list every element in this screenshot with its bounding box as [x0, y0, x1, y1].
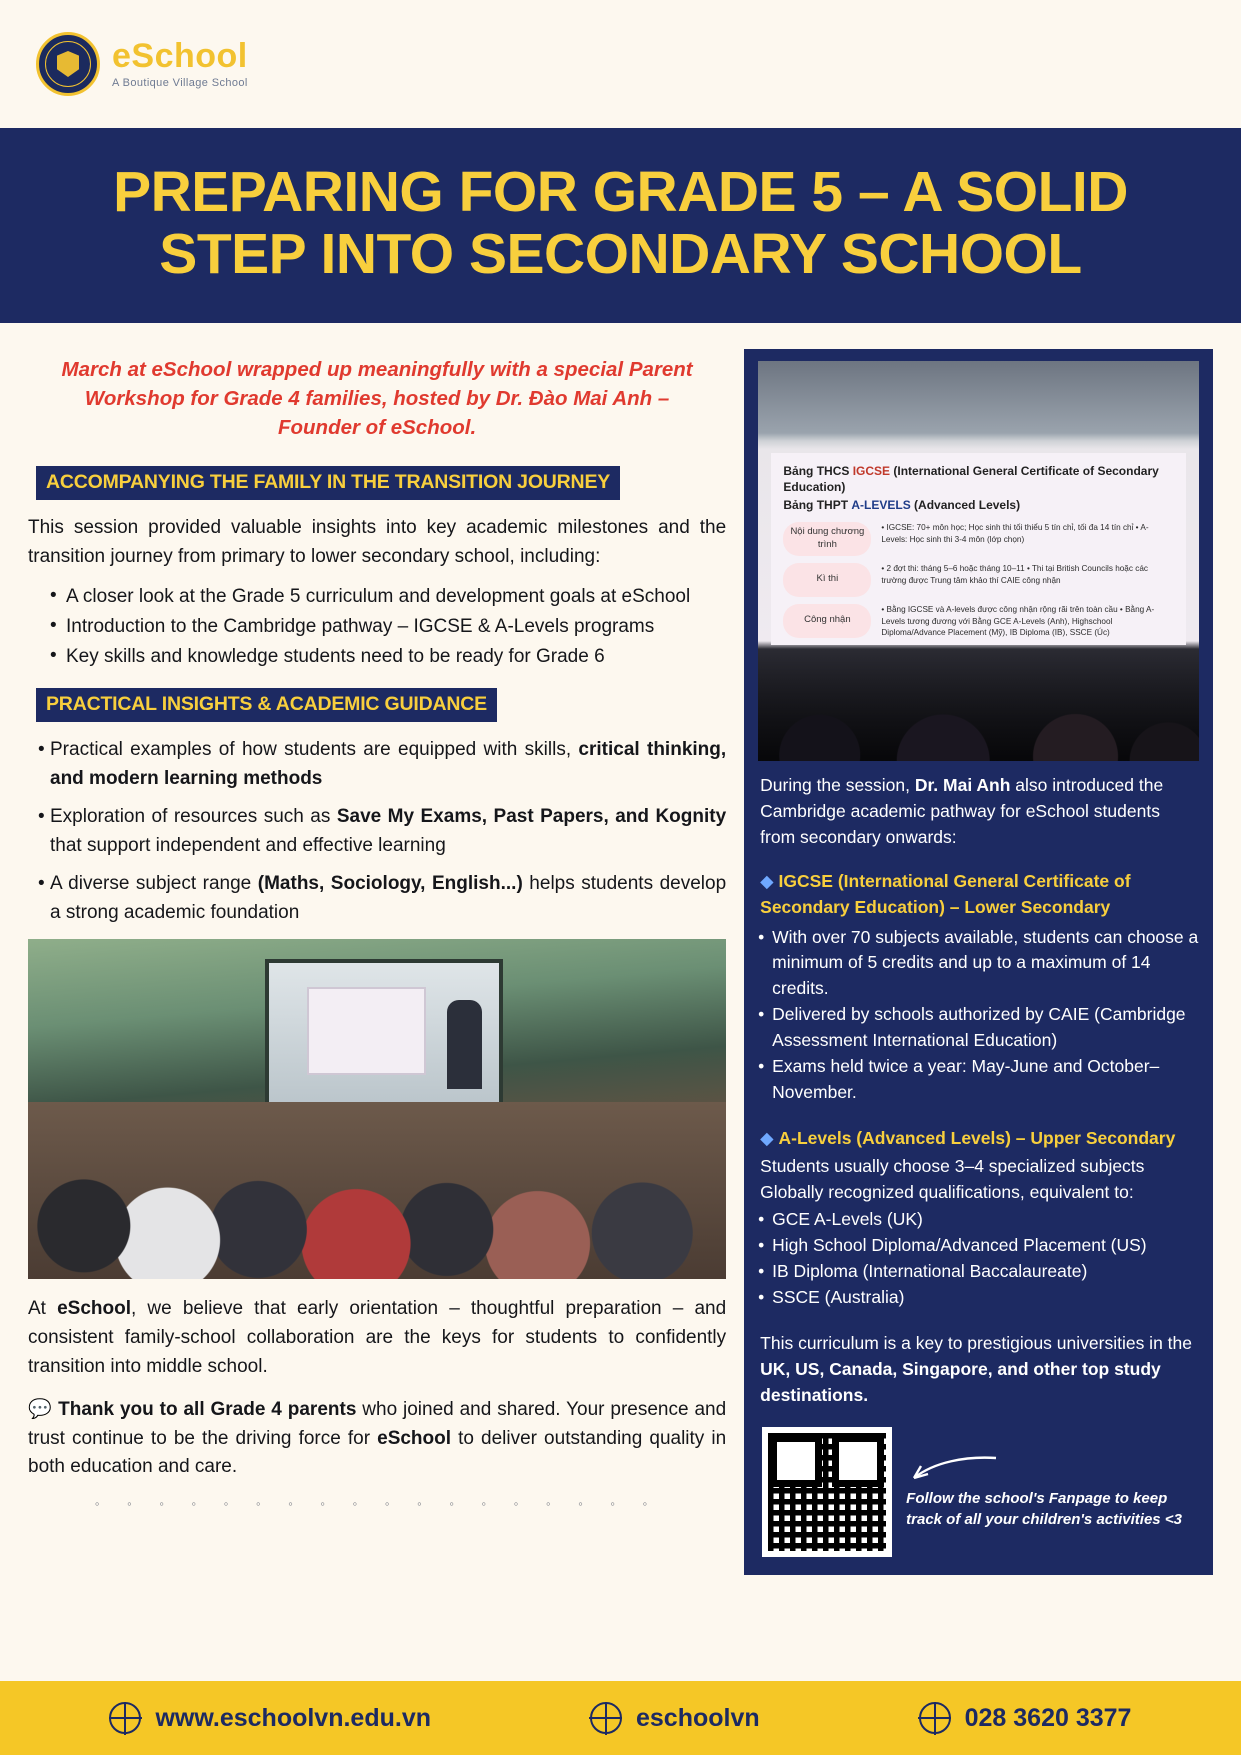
row-text: • 2 đợt thi: tháng 5–6 hoặc tháng 10–11 • Thi tại British Councils hoặc các trường được Trung tâm khảo thí CAIE công nhận	[881, 563, 1148, 585]
closing-paragraph-2	[28, 1396, 726, 1483]
slide-title-line1	[783, 463, 1173, 495]
globe-icon	[919, 1702, 951, 1734]
footer-phone[interactable]	[919, 1702, 1132, 1734]
practical-item-post: helps students develop a strong academic foundation	[50, 873, 727, 923]
row-label: Công nhận	[783, 604, 871, 638]
right-column	[744, 349, 1213, 1575]
list-item: • Delivered by schools authorized by CAIE (Cambridge Assessment International Education)	[758, 1002, 1199, 1054]
right-closing-bold: UK, US, Canada, Singapore, and other top study destinations.	[760, 1358, 1161, 1405]
row-text: • Bằng IGCSE và A-levels được công nhận rộng rãi trên toàn cầu • Bằng A-Levels tương đương với Bằng GCE A-Levels (Anh), Highschool Diploma/Advance Placement (Mỹ), IB Diploma (IB), SSCE (Úc)	[881, 604, 1155, 638]
section-heading-transition: ACCOMPANYING THE FAMILY IN THE TRANSITION JOURNEY	[36, 466, 620, 500]
practical-item-bold: Save My Exams, Past Papers, and Kognity	[336, 806, 727, 828]
diamond-bullet-icon: ◆	[760, 870, 774, 891]
slide-title-c: (International General Certificate of Secondary Education)	[783, 464, 1159, 495]
table-row	[783, 563, 1173, 597]
list-item: • Exams held twice a year: May-June and October–November.	[758, 1054, 1199, 1106]
practical-item-post: that support independent and effective learning	[50, 834, 446, 856]
practical-item	[28, 736, 726, 793]
list-item: • GCE A-Levels (UK)	[758, 1207, 1199, 1233]
thanks-mid: who joined and shared. Your presence and trust continue to be the driving force for	[28, 1398, 727, 1449]
brand-tagline: A Boutique Village School	[112, 77, 248, 89]
list-item: • Key skills and knowledge students need to be ready for Grade 6	[50, 643, 726, 672]
alevels-heading: A-Levels (Advanced Levels) – Upper Secondary	[778, 1127, 1176, 1148]
right-intro-bold: Dr. Mai Anh	[914, 775, 1011, 796]
slide-table	[783, 522, 1173, 640]
list-item: • IB Diploma (International Baccalaureate)	[758, 1259, 1199, 1285]
globe-icon	[109, 1702, 141, 1734]
practical-item-pre: Exploration of resources such as	[50, 806, 337, 828]
page-title: PREPARING FOR GRADE 5 – A SOLID STEP INTO SECONDARY SCHOOL	[113, 160, 1128, 286]
footer-social[interactable]	[590, 1702, 760, 1734]
footer-website[interactable]	[109, 1702, 431, 1734]
right-intro-pre: During the session,	[760, 775, 915, 796]
presentation-slide-photo	[758, 361, 1199, 761]
alevels-heading-row	[760, 1126, 1197, 1152]
qr-caption: Follow the school's Fanpage to keep track of all your children's activities <3	[906, 1489, 1182, 1528]
alevels-line-1: Students usually choose 3–4 specialized subjects	[760, 1155, 1145, 1176]
igcse-heading: IGCSE (International General Certificate of Secondary Education) – Lower Secondary	[760, 870, 1131, 917]
list-item: • SSCE (Australia)	[758, 1285, 1199, 1311]
list-item: • With over 70 subjects available, students can choose a minimum of 5 credits and up to a maximum of 14 credits.	[758, 925, 1199, 1003]
closing-post: , we believe that early orientation – thoughtful preparation – and consistent family-school collaboration are the keys for students to confidently transition into middle school.	[28, 1298, 727, 1377]
table-row	[783, 522, 1173, 556]
diamond-bullet-icon: ◆	[760, 1127, 774, 1148]
table-row	[783, 604, 1173, 640]
igcse-heading-row	[760, 869, 1197, 921]
practical-item-pre: Practical examples of how students are equipped with skills,	[50, 739, 579, 761]
footer-phone-label: 028 3620 3377	[964, 1703, 1132, 1732]
left-column	[28, 349, 726, 1575]
brand-logo	[36, 32, 248, 96]
thanks-bold: Thank you to all Grade 4 parents	[58, 1398, 357, 1420]
curved-arrow-icon	[906, 1454, 998, 1484]
practical-item-bold: (Maths, Sociology, English...)	[257, 873, 523, 895]
page-header	[0, 0, 1241, 128]
school-crest-icon	[36, 32, 100, 96]
practical-item	[28, 803, 726, 860]
practical-item	[28, 870, 726, 927]
list-item: • Introduction to the Cambridge pathway – IGCSE & A-Levels programs	[50, 613, 726, 642]
alevels-line-2: Globally recognized qualifications, equivalent to:	[760, 1181, 1134, 1202]
section1-paragraph: This session provided valuable insights into key academic milestones and the transition journey from primary to lower secondary school, including:	[28, 517, 727, 567]
list-item: • A closer look at the Grade 5 curriculum and development goals at eSchool	[50, 583, 726, 612]
alevels-points-list	[758, 1207, 1199, 1311]
slide-title2-a: Bảng THPT	[783, 498, 852, 513]
list-item: • High School Diploma/Advanced Placement (US)	[758, 1233, 1199, 1259]
slide-title-igcse: IGCSE	[852, 464, 891, 479]
closing-paragraph-1	[28, 1295, 726, 1382]
qr-code-icon[interactable]	[762, 1427, 892, 1557]
speech-bubble-icon: 💬	[28, 1398, 53, 1420]
right-intro-paragraph	[760, 773, 1197, 851]
closing-pre: At	[28, 1298, 58, 1320]
practical-item-bold: critical thinking, and modern learning methods	[50, 739, 727, 789]
workshop-audience-photo	[28, 939, 726, 1279]
footer-social-label: eschoolvn	[635, 1703, 760, 1732]
right-closing-pre: This curriculum is a key to prestigious universities in the	[760, 1333, 1192, 1354]
globe-icon	[590, 1702, 622, 1734]
brand-name: eSchool	[112, 37, 248, 75]
right-intro-post: also introduced the Cambridge academic pathway for eSchool students from secondary onwards:	[760, 775, 1164, 847]
section1-bullet-list	[28, 583, 726, 672]
slide-title-alevels: A-LEVELS	[851, 498, 911, 513]
qr-section	[758, 1427, 1199, 1557]
brand-bold: eSchool	[377, 1427, 452, 1449]
row-label: Kì thi	[783, 563, 871, 597]
section-heading-practical: PRACTICAL INSIGHTS & ACADEMIC GUIDANCE	[36, 688, 497, 722]
slide-title2-c: (Advanced Levels)	[910, 498, 1021, 513]
page-footer	[0, 1681, 1241, 1755]
thanks-end: to deliver outstanding quality in both education and care.	[28, 1427, 727, 1478]
decorative-dots: ◦ ◦ ◦ ◦ ◦ ◦ ◦ ◦ ◦ ◦ ◦ ◦ ◦ ◦ ◦ ◦ ◦ ◦	[94, 1496, 660, 1512]
slide-title-a: Bảng THCS	[783, 464, 853, 479]
footer-website-label: www.eschoolvn.edu.vn	[155, 1703, 431, 1732]
right-closing-paragraph	[760, 1331, 1197, 1409]
row-label: Nội dung chương trình	[783, 522, 871, 556]
row-text: • IGCSE: 70+ môn học; Học sinh thi tối thiểu 5 tín chỉ, tối đa 14 tín chỉ • A-Levels: Học sinh thi 3-4 môn (lớp chọn)	[881, 522, 1149, 544]
slide-title-line2	[783, 497, 1173, 513]
title-banner	[0, 128, 1241, 323]
practical-item-pre: A diverse subject range	[50, 873, 258, 895]
slide-content	[771, 453, 1185, 645]
closing-bold: eSchool	[57, 1298, 131, 1320]
igcse-points-list	[758, 925, 1199, 1106]
main-content	[0, 323, 1241, 1575]
intro-paragraph: March at eSchool wrapped up meaningfully with a special Parent Workshop for Grade 4 families, hosted by Dr. Đào Mai Anh – Founder of eSchool.	[61, 358, 693, 440]
